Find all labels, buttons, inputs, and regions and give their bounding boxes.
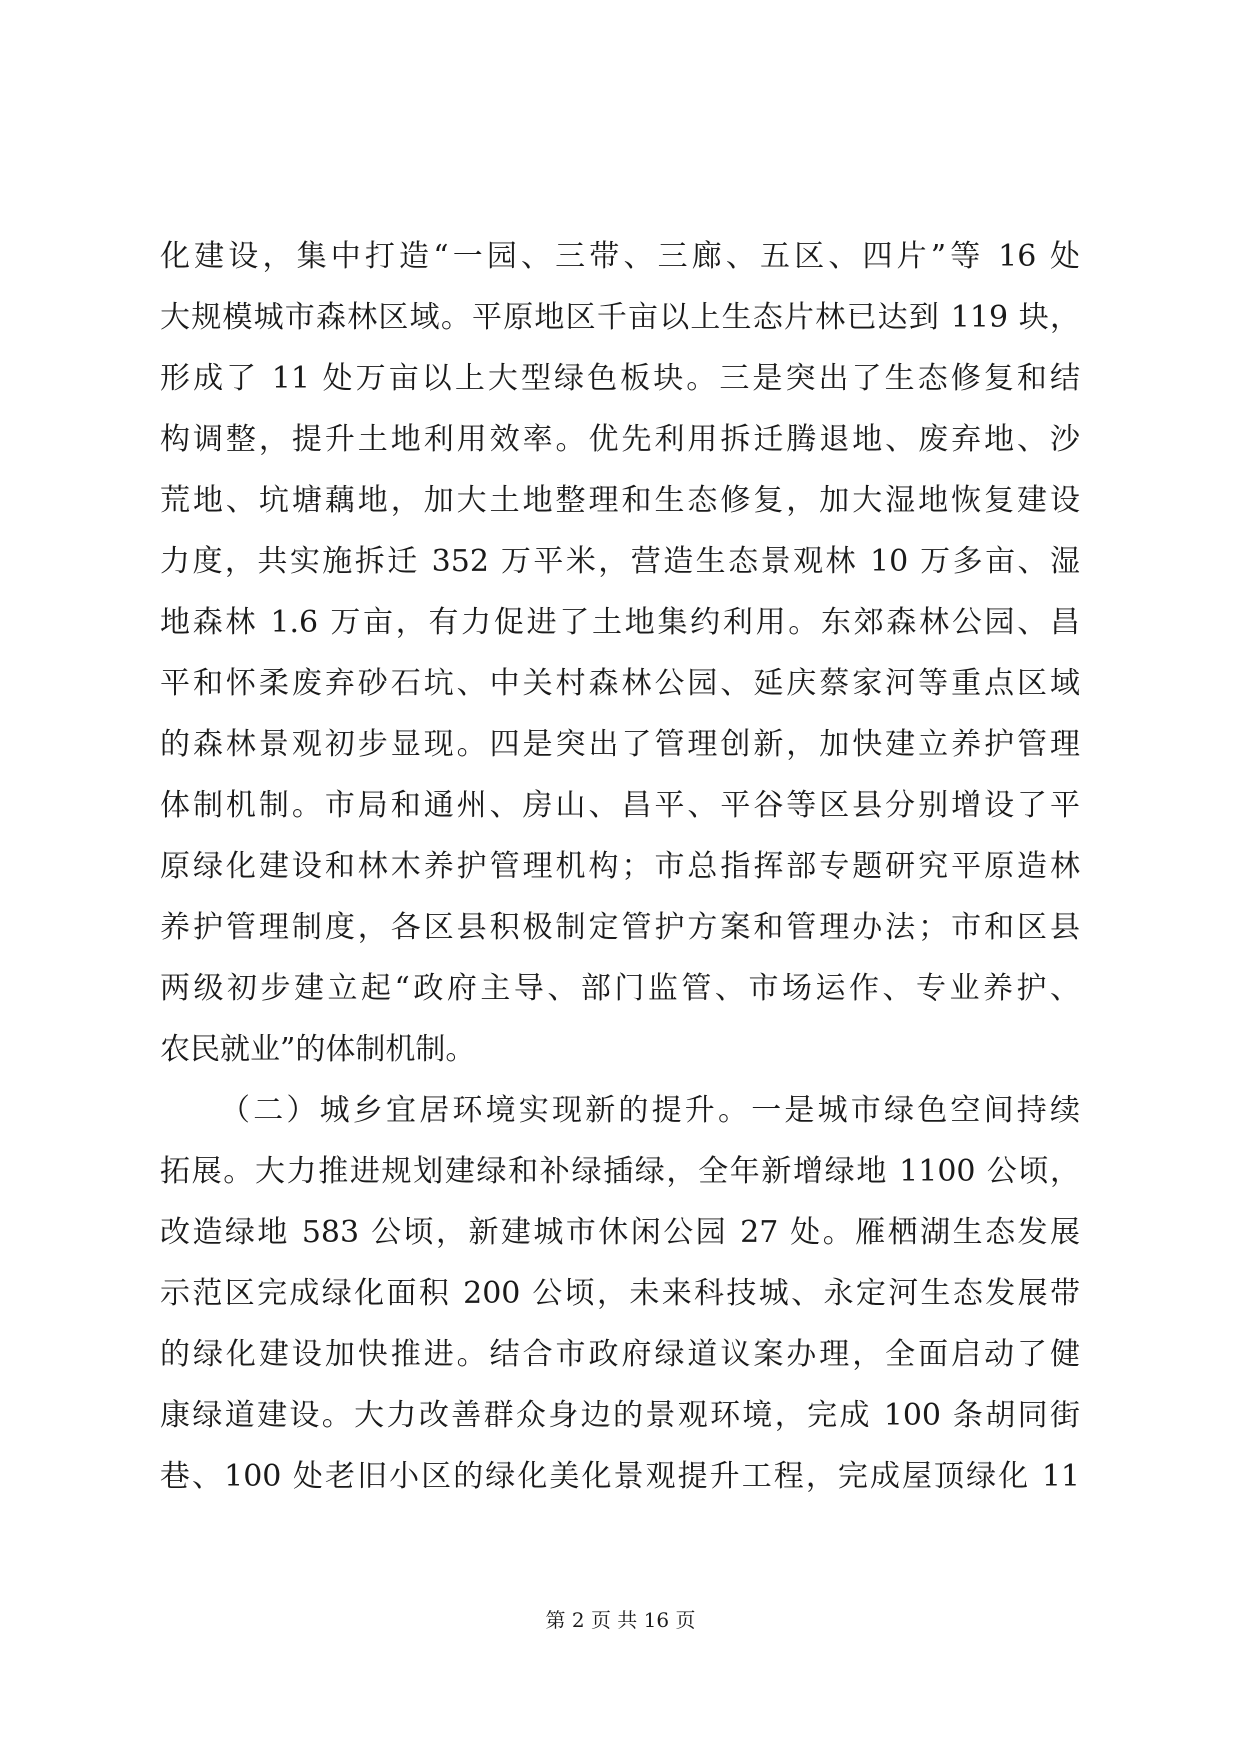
text-line: 平和怀柔废弃砂石坑、中关村森林公园、延庆蔡家河等重点区域 bbox=[160, 666, 1080, 701]
text-line: 农民就业”的体制机制。 bbox=[160, 1032, 476, 1067]
text-line: 体制机制。市局和通州、房山、昌平、平谷等区县分别增设了平 bbox=[160, 788, 1080, 823]
text-line: 构调整，提升土地利用效率。优先利用拆迁腾退地、废弃地、沙 bbox=[160, 422, 1080, 457]
text-line: 两级初步建立起“政府主导、部门监管、市场运作、专业养护、 bbox=[160, 971, 1080, 1006]
text-line: 地森林 1.6 万亩，有力促进了土地集约利用。东郊森林公园、昌 bbox=[160, 605, 1080, 640]
text-line: 养护管理制度，各区县积极制定管护方案和管理办法；市和区县 bbox=[160, 910, 1080, 945]
text-line: 形成了 11 处万亩以上大型绿色板块。三是突出了生态修复和结 bbox=[160, 361, 1080, 396]
page-footer bbox=[0, 1605, 1241, 1635]
text-line: 原绿化建设和林木养护管理机构；市总指挥部专题研究平原造林 bbox=[160, 849, 1080, 884]
text-line: 大规模城市森林区域。平原地区千亩以上生态片林已达到 119 块， bbox=[160, 300, 1080, 335]
page-number: 第 2 页 共 16 页 bbox=[545, 1608, 696, 1632]
text-line: 示范区完成绿化面积 200 公顷，未来科技城、永定河生态发展带 bbox=[160, 1276, 1080, 1311]
body-text bbox=[160, 226, 1080, 1507]
text-line: 的森林景观初步显现。四是突出了管理创新，加快建立养护管理 bbox=[160, 727, 1080, 762]
text-line: 的绿化建设加快推进。结合市政府绿道议案办理，全面启动了健 bbox=[160, 1337, 1080, 1372]
text-line: 改造绿地 583 公顷，新建城市休闲公园 27 处。雁栖湖生态发展 bbox=[160, 1215, 1080, 1250]
text-line: 拓展。大力推进规划建绿和补绿插绿，全年新增绿地 1100 公顷， bbox=[160, 1154, 1080, 1189]
paragraph-start-line: （二）城乡宜居环境实现新的提升。一是城市绿色空间持续 bbox=[220, 1093, 1080, 1128]
text-line: 荒地、坑塘藕地，加大土地整理和生态修复，加大湿地恢复建设 bbox=[160, 483, 1080, 518]
text-line: 力度，共实施拆迁 352 万平米，营造生态景观林 10 万多亩、湿 bbox=[160, 544, 1080, 579]
text-line: 巷、100 处老旧小区的绿化美化景观提升工程，完成屋顶绿化 11 bbox=[160, 1459, 1080, 1494]
text-line: 康绿道建设。大力改善群众身边的景观环境，完成 100 条胡同街 bbox=[160, 1398, 1080, 1433]
text-line: 化建设，集中打造“一园、三带、三廊、五区、四片”等 16 处 bbox=[160, 239, 1080, 274]
